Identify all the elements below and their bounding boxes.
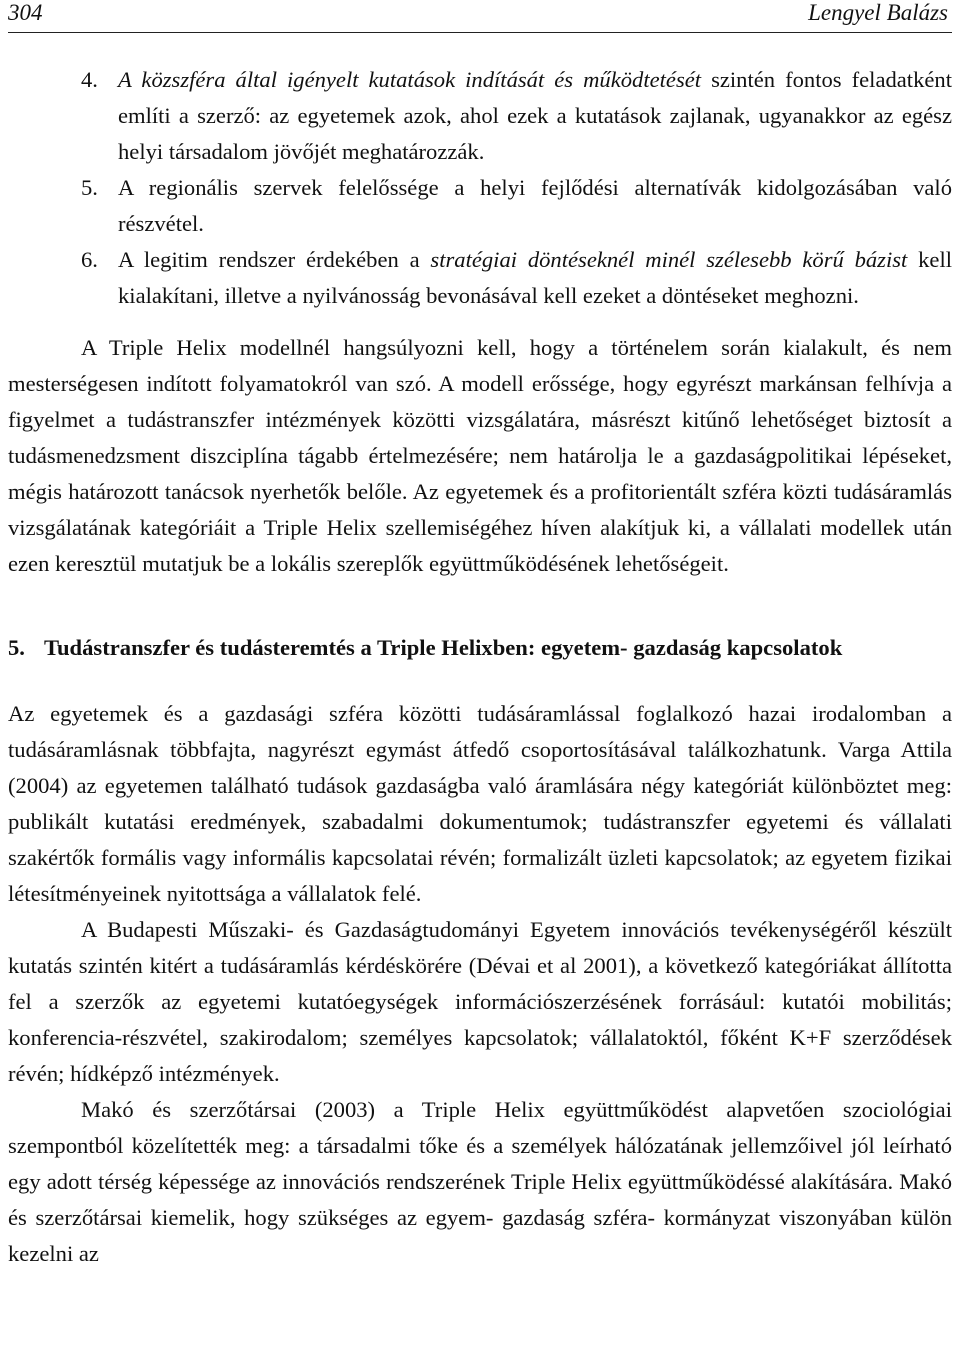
list-item	[8, 170, 952, 242]
list-item	[8, 242, 952, 314]
numbered-list	[8, 62, 952, 314]
list-item-number: 4.	[81, 67, 98, 92]
list-item-emphasis: A közszféra által igényelt kutatások indítását és működtetését	[118, 67, 702, 92]
body-paragraph: A Triple Helix modellnél hangsúlyozni kell, hogy a történelem során kialakult, és nem mesterségesen indított folyamatokról van szó. A modell erőssége, hogy egyrészt markánsan felhívja a figyelmet a tudástranszfer intézmények közötti vizsgálatára, másrészt kitűnő lehetőséget biztosít a tudásmenedzsment diszciplína tágabb értelmezésére; nem határolja le a gazdaságpolitikai lépéseket, mégis határozott tanácsok nyerhetők belőle. Az egyetemek és a profitorientált szféra közti tudásáramlás vizsgálatának kategóriáit a Triple Helix szellemiségéhez híven alakítjuk ki, a vállalati modellek után ezen keresztül mutatjuk be a lokális szereplők együttműködésének lehetőségeit.	[8, 335, 952, 576]
body-paragraph: Az egyetemek és a gazdasági szféra közötti tudásáramlással foglalkozó hazai irodalomban a tudásáramlásnak többfajta, nagyrészt egymást átfedő csoportosításával találkozhatunk. Varga Attila (2004) az egyetemen található tudások gazdaságba való áramlására négy kategóriát különböztet meg: publikált kutatási eredmények, szabadalmi dokumentumok; tudástranszfer egyetemi és vállalati szakértők formális vagy informális kapcsolatai révén; formalizált üzleti kapcsolatok; az egyetem fizikai létesítményeinek nyitottsága a vállalatok felé.	[8, 701, 952, 906]
list-item-number: 5.	[81, 175, 98, 200]
list-item-text: A legitim rendszer érdekében a	[118, 247, 431, 272]
list-item-text: kell kialakítani, illetve a nyilvánosság bevonásával kell ezeket a döntéseket meghozni.	[118, 247, 952, 308]
section-title: Tudástranszfer és tudásteremtés a Triple Helixben: egyetem- gazdaság kapcsolatok	[44, 635, 843, 660]
list-item-number: 6.	[81, 247, 98, 272]
page-body	[8, 62, 952, 1272]
list-item-emphasis: stratégiai döntéseknél minél szélesebb körű bázist	[430, 247, 908, 272]
list-item-text: szintén fontos feladatként említi a szerző: az egyetemek azok, ahol ezek a kutatások zajlanak, ugyanakkor az egész helyi társadalom jövőjét meghatározzák.	[118, 67, 952, 164]
page-header	[8, 0, 952, 33]
running-head-author: Lengyel Balázs	[808, 0, 948, 25]
list-item	[8, 62, 952, 170]
list-item-text: A regionális szervek felelőssége a helyi fejlődési alternatívák kidolgozásában való részvétel.	[118, 175, 952, 236]
body-paragraph: Makó és szerzőtársai (2003) a Triple Helix együttműködést alapvetően szociológiai szempontból közelítették meg: a társadalmi tőke és a személyek hálózatának jellemzőivel jól leírható egy adott térség képessége az innovációs rendszerének Triple Helix együttműködéssé alakítására. Makó és szerzőtársai kiemelik, hogy szükséges az egyem- gazdaság szféra- kormányzat viszonyában külön kezelni az	[8, 1097, 952, 1266]
section-heading	[8, 630, 952, 666]
body-paragraph: A Budapesti Műszaki- és Gazdaságtudományi Egyetem innovációs tevékenységéről készült kutatás szintén kitért a tudásáramlás kérdéskörére (Dévai et al 2001), a következő kategóriákat állította fel a szerzők az egyetemi kutatóegységek információszerzésének forrásául: kutatói mobilitás; konferencia-részvétel, szakirodalom; személyes kapcsolatok; vállalatoktól, főként K+F szerződések révén; hídképző intézmények.	[8, 917, 952, 1086]
page-number: 304	[8, 0, 43, 25]
section-number: 5.	[8, 635, 25, 660]
